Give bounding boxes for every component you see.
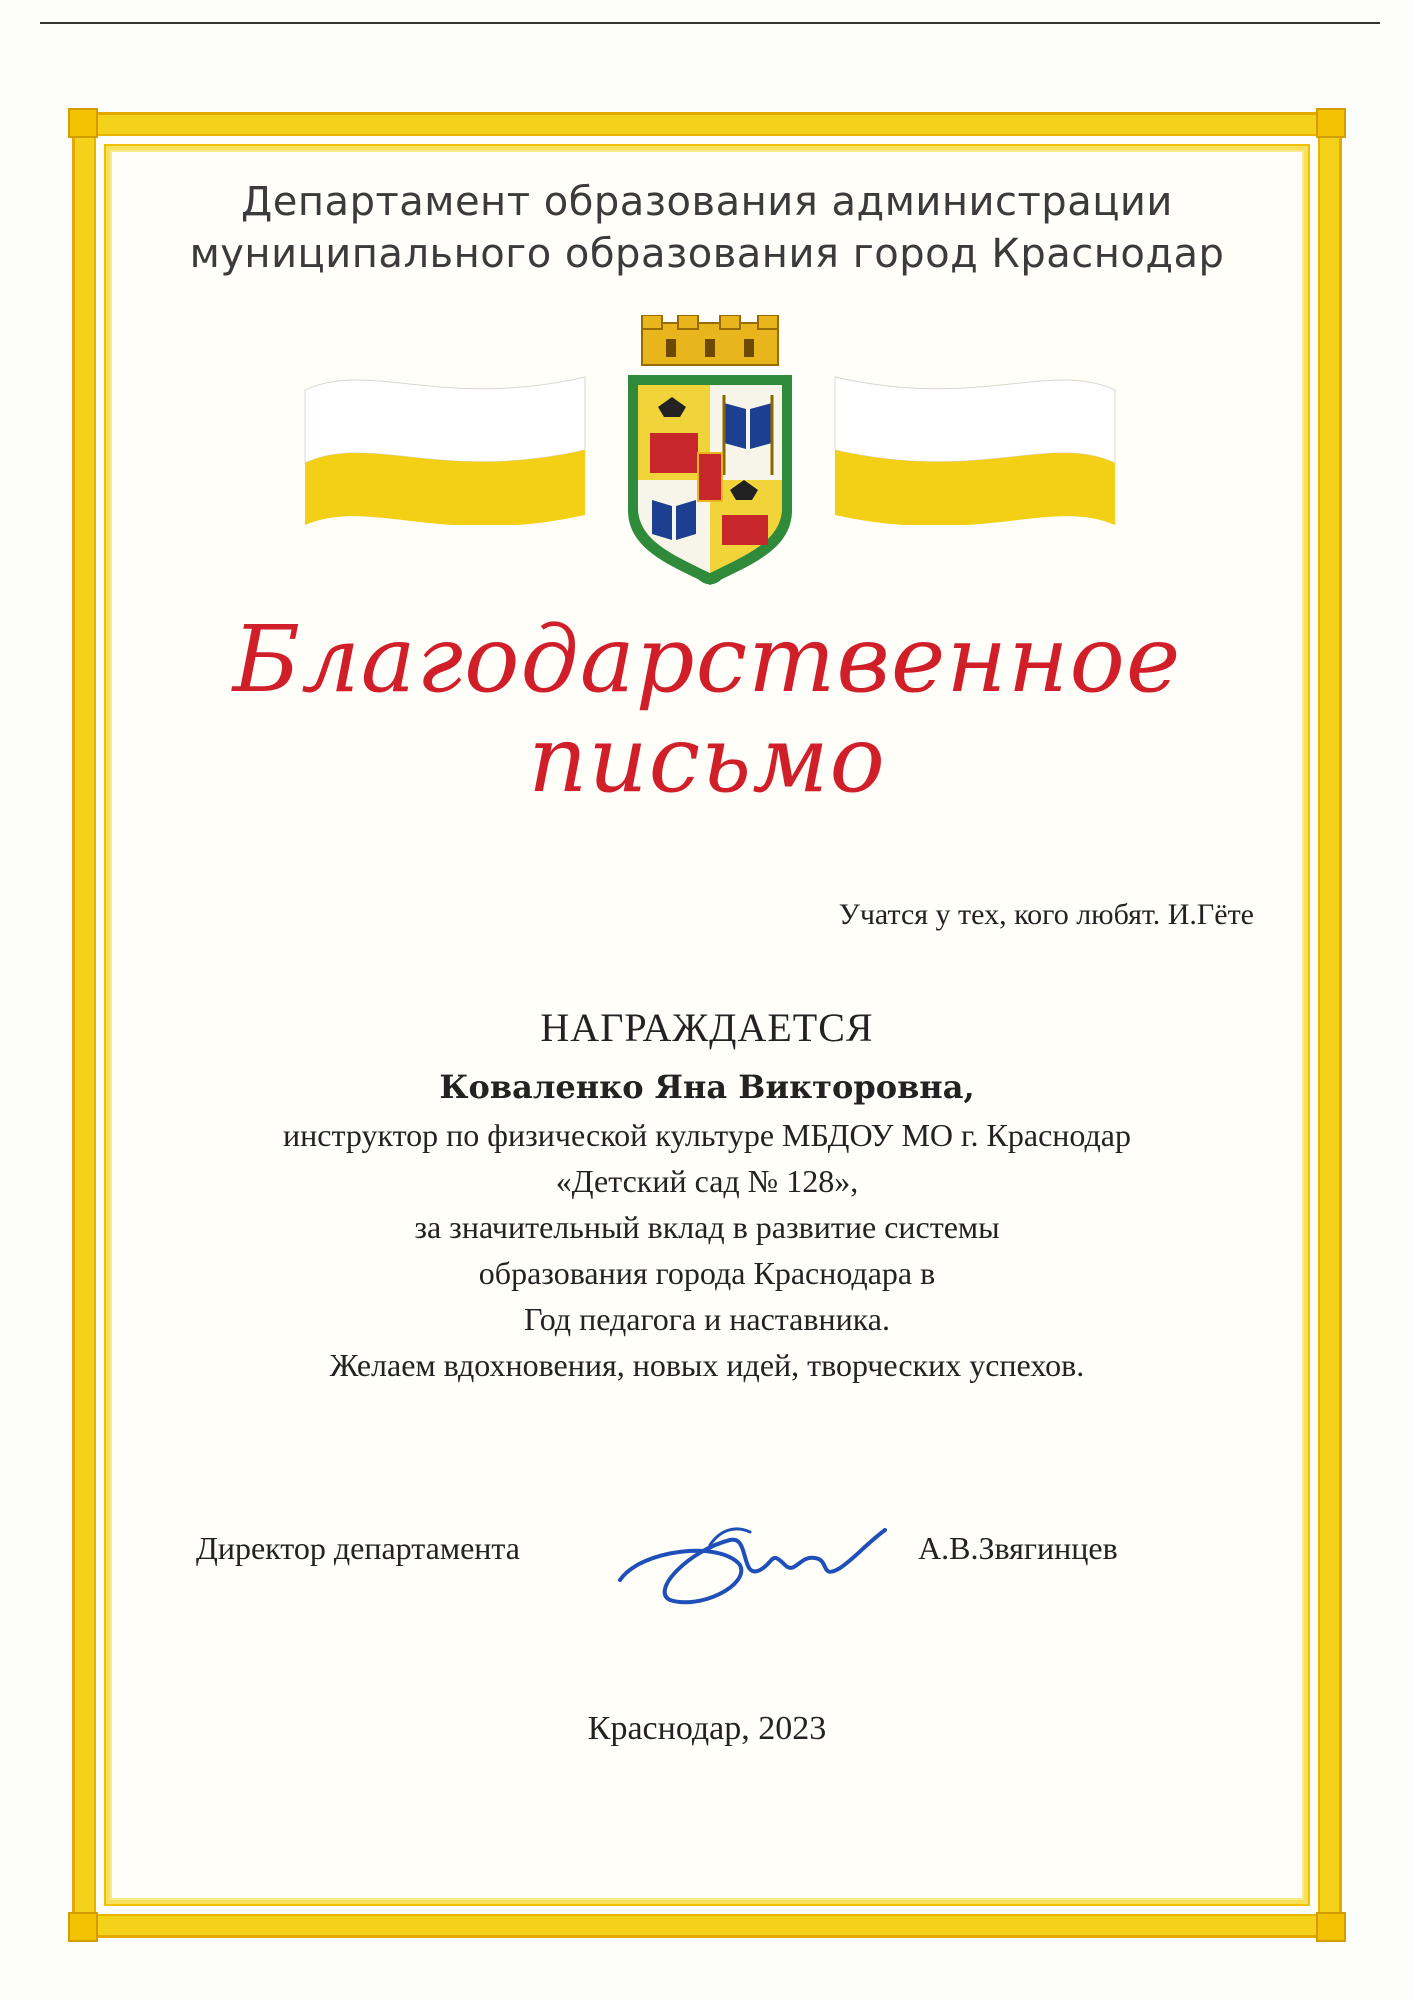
signature-row [0,1510,1414,1620]
frame-corner-top-right [1316,108,1346,138]
emblem-row [0,315,1414,595]
award-text-line: инструктор по физической культуре МБДОУ МО г. Краснодар [283,1117,1131,1153]
recipient-name: Коваленко Яна Викторовна, [439,1068,975,1106]
award-text-line: за значительный вклад в развитие системы [414,1209,1000,1245]
document-title-line1: Благодарственное [232,606,1182,713]
award-body [0,1000,1414,1388]
frame-corner-bottom-left [68,1912,98,1942]
signatory-role: Директор департамента [196,1530,520,1566]
frame-corner-top-left [68,108,98,138]
coat-of-arms-icon [620,315,800,590]
frame-corner-bottom-right [1316,1912,1346,1942]
award-text-line: «Детский сад № 128», [555,1163,859,1199]
award-text-line: Год педагога и наставника. [524,1301,890,1337]
handwritten-signature-icon [600,1510,900,1620]
scan-top-rule [40,22,1380,24]
signatory-name: А.В.Звягинцев [918,1530,1118,1566]
issuer-header-line1: Департамент образования администрации [241,179,1173,225]
issuer-header [0,176,1414,280]
flag-right-icon [830,365,1120,525]
document-title [0,606,1414,813]
award-text-line: Желаем вдохновения, новых идей, творческих успехов. [329,1347,1085,1383]
place-and-year: Краснодар, 2023 [587,1710,827,1747]
award-text-line: образования города Краснодара в [478,1255,936,1291]
document-title-line2: письмо [528,706,886,813]
flag-left-icon [300,365,590,525]
epigraph-quote: Учатся у тех, кого любят. И.Гёте [838,898,1254,931]
awarded-heading: НАГРАЖДАЕТСЯ [540,1005,874,1050]
issuer-header-line2: муниципального образования город Краснодар [189,231,1225,277]
